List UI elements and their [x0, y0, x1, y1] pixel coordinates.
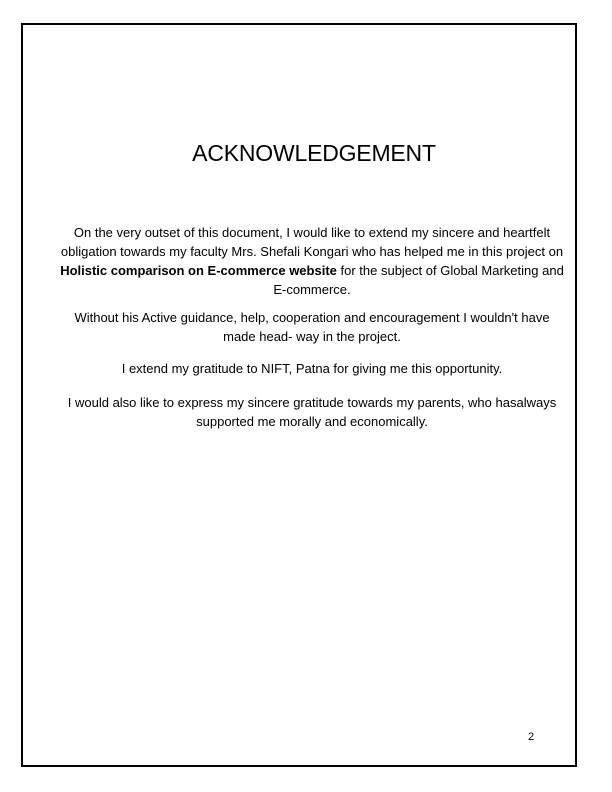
paragraph-gratitude-nift: I extend my gratitude to NIFT, Patna for giving me this opportunity. [121, 361, 503, 376]
paragraph-guidance: Without his Active guidance, help, cooperation and encouragement I wouldn't have made head- way in the project. [74, 310, 550, 344]
paragraph-gratitude-parents: I would also like to express my sincere gratitude towards my parents, who hasalways supported me morally and economically. [67, 395, 557, 429]
page-number: 2 [528, 731, 535, 743]
paragraph-text: for the subject of Global Marketing and E-commerce. [273, 263, 564, 297]
page-title: ACKNOWLEDGEMENT [192, 140, 436, 166]
paragraph-text: On the very outset of this document, I would like to extend my sincere and heartfelt obligation towards my faculty Mrs. Shefali Kongari who has helped me in this project on [60, 225, 564, 259]
paragraph-obligation [58, 223, 566, 299]
project-title-bold: Holistic comparison on E-commerce website [60, 263, 337, 278]
